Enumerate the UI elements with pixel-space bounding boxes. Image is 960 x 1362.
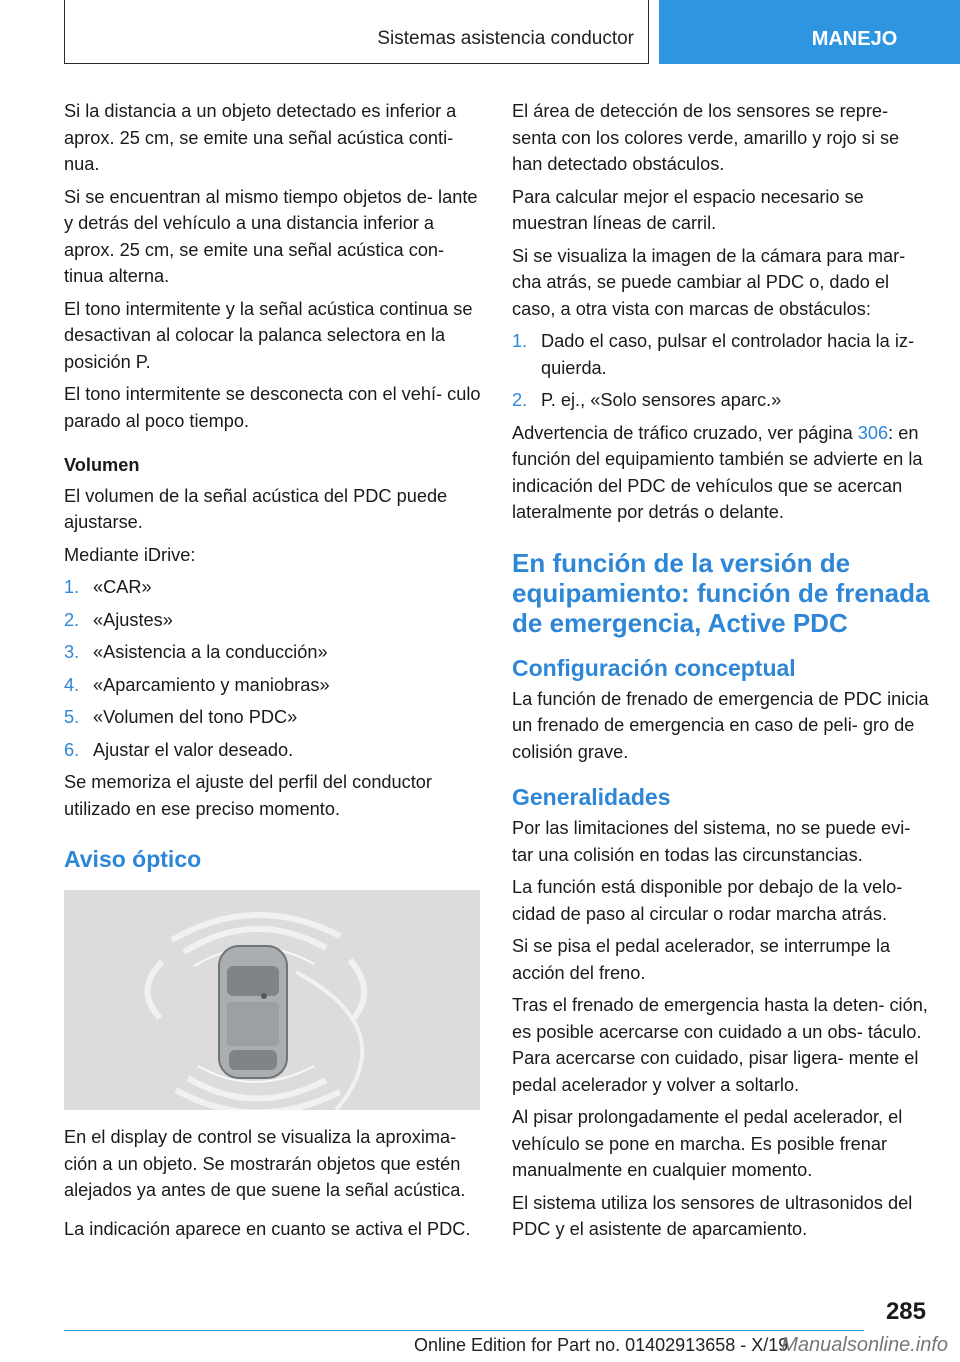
paragraph: La función de frenado de emergencia de PDC inicia un frenado de emergencia en caso de peli‐ gro de colisión grave. <box>512 688 929 762</box>
step-number: 5. <box>64 707 80 727</box>
list-item <box>64 704 482 731</box>
chapter-tab: MANEJO <box>659 0 960 64</box>
list-item <box>512 387 930 414</box>
list-item <box>64 574 482 601</box>
generalidades-heading: Generalidades <box>512 784 671 810</box>
list-item <box>64 639 482 666</box>
step-text: «CAR» <box>93 577 152 597</box>
step-number: 4. <box>64 674 80 695</box>
list-item <box>512 328 930 381</box>
paragraph: Si se visualiza la imagen de la cámara para mar‐ cha atrás, se puede cambiar al PDC o, dado el caso, a otra vista con marcas de obstáculos: <box>512 245 906 319</box>
step-text: P. ej., «Solo sensores aparc.» <box>541 390 782 410</box>
page-number: 285 <box>885 1298 926 1325</box>
list-item <box>64 607 482 634</box>
step-number: 2. <box>512 390 528 410</box>
paragraph: La indicación aparece en cuanto se activa el PDC. <box>64 1218 471 1239</box>
step-number: 3. <box>64 642 80 662</box>
step-text: Dado el caso, pulsar el controlador hacia la iz‐ quierda. <box>541 331 915 378</box>
paragraph: El tono intermitente y la señal acústica continua se desactivan al colocar la palanca selectora en la posición P. <box>64 298 473 372</box>
step-number: 1. <box>512 331 528 351</box>
page-header <box>0 0 960 66</box>
paragraph: El volumen de la señal acústica del PDC puede ajustarse. <box>64 485 448 532</box>
paragraph: Se memoriza el ajuste del perfil del conductor utilizado en ese preciso momento. <box>64 772 432 819</box>
step-text: «Aparcamiento y maniobras» <box>93 674 330 695</box>
pdc-display-figure <box>64 890 480 1110</box>
pdc-car-illustration <box>64 890 480 1110</box>
list-item <box>64 672 482 699</box>
paragraph: El sistema utiliza los sensores de ultrasonidos del PDC y el asistente de aparcamiento. <box>512 1192 913 1239</box>
left-column <box>64 98 482 1248</box>
footer-divider <box>64 1330 864 1331</box>
section-title: Sistemas asistencia conductor <box>377 28 634 49</box>
paragraph: La función está disponible por debajo de la velo‐ cidad de paso al circular o rodar marcha atrás. <box>512 877 903 924</box>
paragraph: En el display de control se visualiza la aproxima‐ ción a un objeto. Se mostrarán objetos que estén alejados ya antes de que suene la señal acústica. <box>64 1127 466 1200</box>
edition-info: Online Edition for Part no. 01402913658 - X/19 <box>414 1335 789 1355</box>
paragraph: Si la distancia a un objeto detectado es inferior a aprox. 25 cm, se emite una señal acústica conti‐ nua. <box>64 101 457 174</box>
step-text: «Volumen del tono PDC» <box>93 707 298 727</box>
section-heading: En función de la versión de equipamiento: función de frenada de emergencia, Active PDC <box>512 547 930 638</box>
paragraph: El área de detección de los sensores se repre‐ senta con los colores verde, amarillo y rojo si se han detectado obstáculos. <box>512 101 900 174</box>
paragraph: Si se pisa el pedal acelerador, se interrumpe la acción del freno. <box>512 936 891 983</box>
step-number: 2. <box>64 609 80 630</box>
paragraph <box>512 420 930 526</box>
aviso-optico-heading: Aviso óptico <box>64 846 202 872</box>
step-text: Ajustar el valor deseado. <box>93 739 294 760</box>
paragraph: Tras el frenado de emergencia hasta la deten‐ ción, es posible acercarse con cuidado a un obs‐ táculo. Para acercarse con cuidado, pisar ligera‐ mente el pedal acelerador y volver a soltarlo. <box>512 995 928 1095</box>
configuracion-heading: Configuración conceptual <box>512 654 796 681</box>
paragraph-text: Advertencia de tráfico cruzado, ver página <box>512 422 858 443</box>
watermark: Manualsonline.info <box>781 1334 948 1356</box>
paragraph: Mediante iDrive: <box>64 544 196 565</box>
paragraph: El tono intermitente se desconecta con el vehí‐ culo parado al poco tiempo. <box>64 384 481 431</box>
idrive-steps-list <box>64 574 482 763</box>
volumen-heading: Volumen <box>64 455 140 475</box>
page-reference-link[interactable]: 306 <box>857 422 889 443</box>
camera-steps-list <box>512 328 930 414</box>
header-frame <box>64 0 649 64</box>
paragraph: Por las limitaciones del sistema, no se puede evi‐ tar una colisión en todas las circunstancias. <box>512 818 911 865</box>
right-column <box>512 98 930 1249</box>
paragraph-text: : en función del equipamiento también se advierte en la indicación del PDC de vehículos que se acercan lateralmente por detrás o delante. <box>512 422 923 522</box>
paragraph: Para calcular mejor el espacio necesario se muestran líneas de carril. <box>512 186 864 233</box>
step-text: «Asistencia a la conducción» <box>93 642 328 662</box>
step-number: 1. <box>64 577 80 597</box>
paragraph: Al pisar prolongadamente el pedal acelerador, el vehículo se pone en marcha. Es posible frenar manualmente en cualquier momento. <box>512 1107 903 1180</box>
list-item <box>64 737 482 764</box>
step-number: 6. <box>64 739 80 760</box>
paragraph: Si se encuentran al mismo tiempo objetos de‐ lante y detrás del vehículo a una distancia inferior a aprox. 25 cm, se emite una señal acústica con‐ tinua alterna. <box>64 186 478 286</box>
step-text: «Ajustes» <box>93 609 173 630</box>
